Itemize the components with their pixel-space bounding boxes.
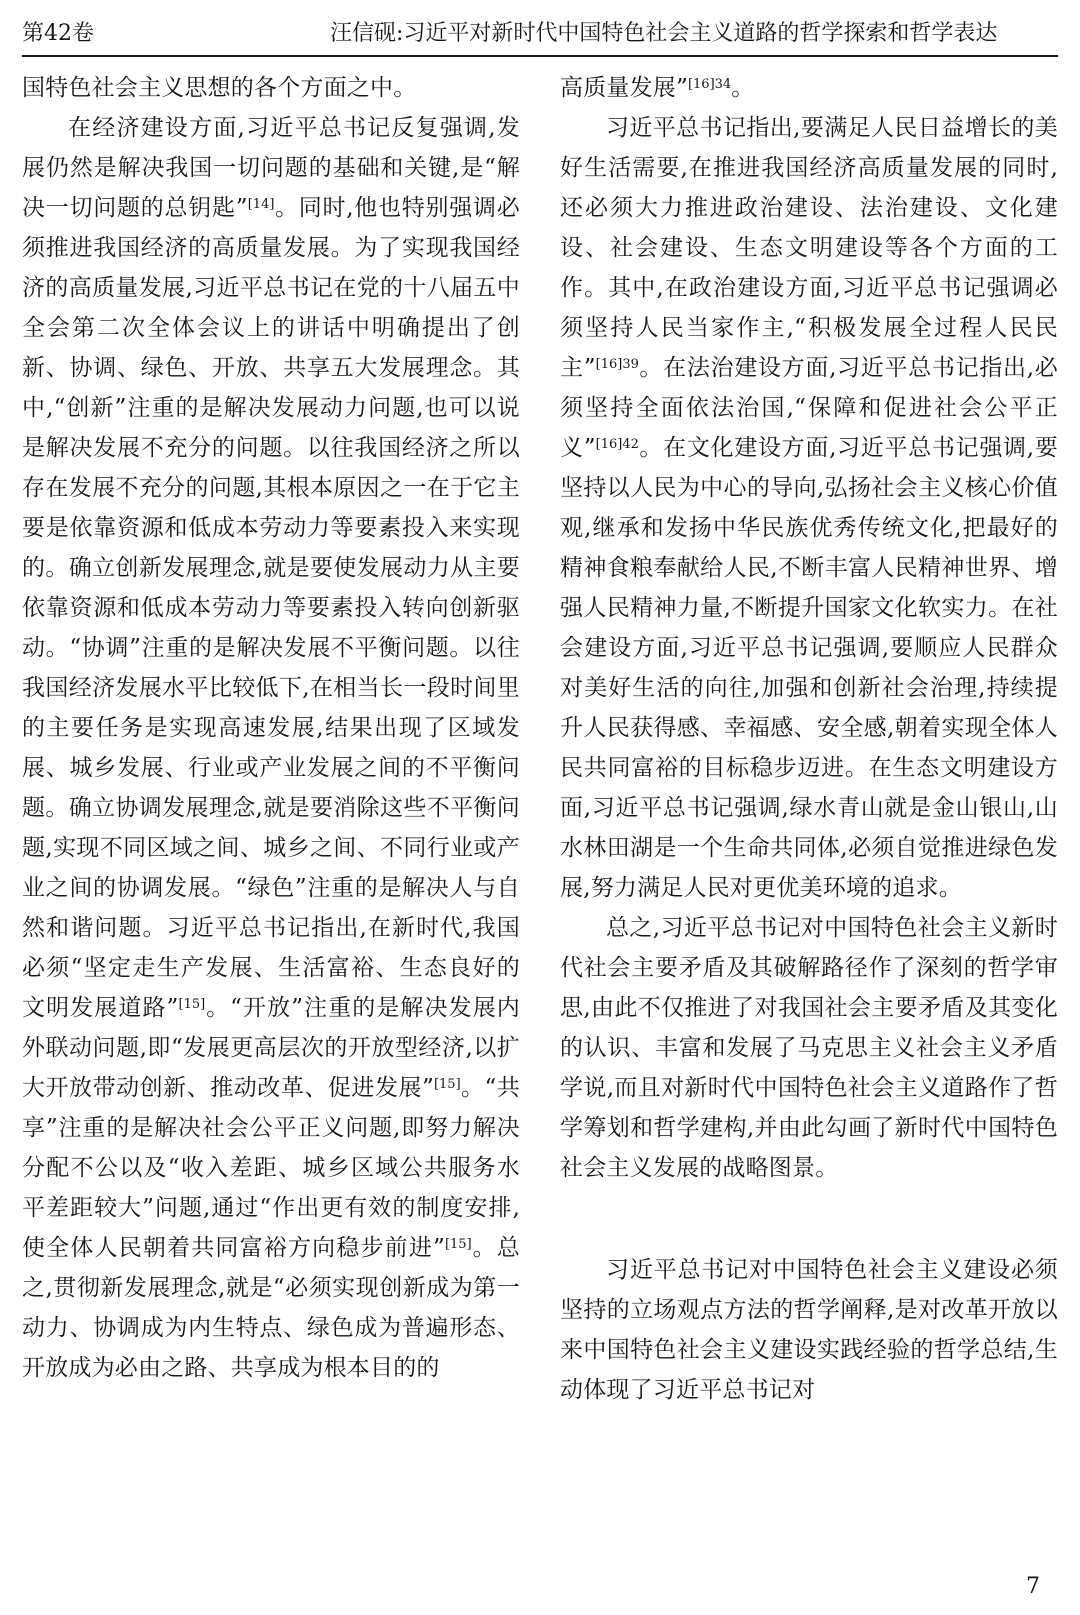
citation-superscript: [16]34 xyxy=(687,77,732,92)
paragraph: 习近平总书记对中国特色社会主义建设必须坚持的立场观点方法的哲学阐释,是对改革开放以来中国特色社会主义建设实践经验的哲学总结,生动体现了习近平总书记对 xyxy=(560,1257,1058,1403)
page-number: 7 xyxy=(1026,1574,1040,1599)
header-rule xyxy=(22,55,1058,57)
paragraph: 在经济建设方面,习近平总书记反复强调,发展仍然是解决我国一切问题的基础和关键,是“解决一切问题的总钥匙”[14]。同时,他也特别强调必须推进我国经济的高质量发展。为了实现我国经济的高质量发展,习近平总书记在党的十八届五中全会第二次全体会议上的讲话中明确提出了创新、协调、绿色、开放、共享五大发展理念。其中,“创新”注重的是解决发展动力问题,也可以说是解决发展不充分的问题。以往我国经济之所以存在发展不充分的问题,其根本原因之一在于它主要是依靠资源和低成本劳动力等要素投入来实现的。确立创新发展理念,就是要使发展动力从主要依靠资源和低成本劳动力等要素投入转向创新驱动。“协调”注重的是解决发展不平衡问题。以往我国经济发展水平比较低下,在相当长一段时间里的主要任务是实现高速发展,结果出现了区域发展、城乡发展、行业或产业发展之间的不平衡问题。确立协调发展理念,就是要消除这些不平衡问题,实现不同区域之间、城乡之间、不同行业或产业之间的协调发展。“绿色”注重的是解决人与自然和谐问题。习近平总书记指出,在新时代,我国必须“坚定走生产发展、生活富裕、生态良好的文明发展道路”[15]。“开放”注重的是解决发展内外联动问题,即“发展更高层次的开放型经济,以扩大开放带动创新、推动改革、促进发展”[15]。“共享”注重的是解决社会公平正义问题,即努力解决分配不公以及“收入差距、城乡区域公共服务水平差距较大”问题,通过“作出更有效的制度安排,使全体人民朝着共同富裕方向稳步前进”[15]。总之,贯彻新发展理念,就是“必须实现创新成为第一动力、协调成为内生特点、绿色成为普遍形态、开放成为必由之路、共享成为根本目的的 xyxy=(22,115,521,1381)
paragraph: 高质量发展”$^{[16]34}$。 xyxy=(560,75,755,101)
paragraph: 总之,习近平总书记对中国特色社会主义新时代社会主要矛盾及其破解路径作了深刻的哲学审思,由此不仅推进了对我国社会主要矛盾及其变化的认识、丰富和发展了马克思主义社会主义矛盾学说,而且对新时代中国特色社会主义道路作了哲学筹划和哲学建构,并由此勾画了新时代中国特色社会主义发展的战略图景。 xyxy=(560,915,1058,1181)
right-column xyxy=(560,68,1058,1410)
volume-label: 第42卷 xyxy=(22,21,94,46)
page-header xyxy=(22,16,1058,52)
citation-superscript: [16]39 xyxy=(595,357,639,372)
running-title: 汪信砚:习近平对新时代中国特色社会主义道路的哲学探索和哲学表达 xyxy=(330,21,998,46)
citation-superscript: [15] xyxy=(178,997,206,1012)
citation-superscript: [15] xyxy=(433,1077,461,1092)
citation-superscript: [16]42 xyxy=(595,437,639,452)
paragraph: 习近平总书记指出,要满足人民日益增长的美好生活需要,在推进我国经济高质量发展的同时,还必须大力推进政治建设、法治建设、文化建设、社会建设、生态文明建设等各个方面的工作。其中,在政治建设方面,习近平总书记强调必须坚持人民当家作主,“积极发展全过程人民民主”$^{[16]39}$。在法治建设方面,习近平总书记指出,必须坚持全面依法治国,“保障和促进社会公平正义”$^{[16]42}$。在文化建设方面,习近平总书记强调,要坚持以人民为中心的导向,弘扬社会主义核心价值观,继承和发扬中华民族优秀传统文化,把最好的精神食粮奉献给人民,不断丰富人民精神世界、增强人民精神力量,不断提升国家文化软实力。在社会建设方面,习近平总书记强调,要顺应人民群众对美好生活的向往,加强和创新社会治理,持续提升人民获得感、幸福感、安全感,朝着实现全体人民共同富裕的目标稳步迈进。在生态文明建设方面,习近平总书记强调,绿水青山就是金山银山,山水林田湖是一个生命共同体,必须自觉推进绿色发展,努力满足人民对更优美环境的追求。 xyxy=(560,115,1058,901)
article-body xyxy=(22,68,1058,1410)
citation-superscript: [14] xyxy=(247,197,275,212)
left-column xyxy=(22,68,520,1410)
paragraph: 国特色社会主义思想的各个方面之中。 xyxy=(22,75,417,101)
citation-superscript: [15] xyxy=(444,1237,472,1252)
